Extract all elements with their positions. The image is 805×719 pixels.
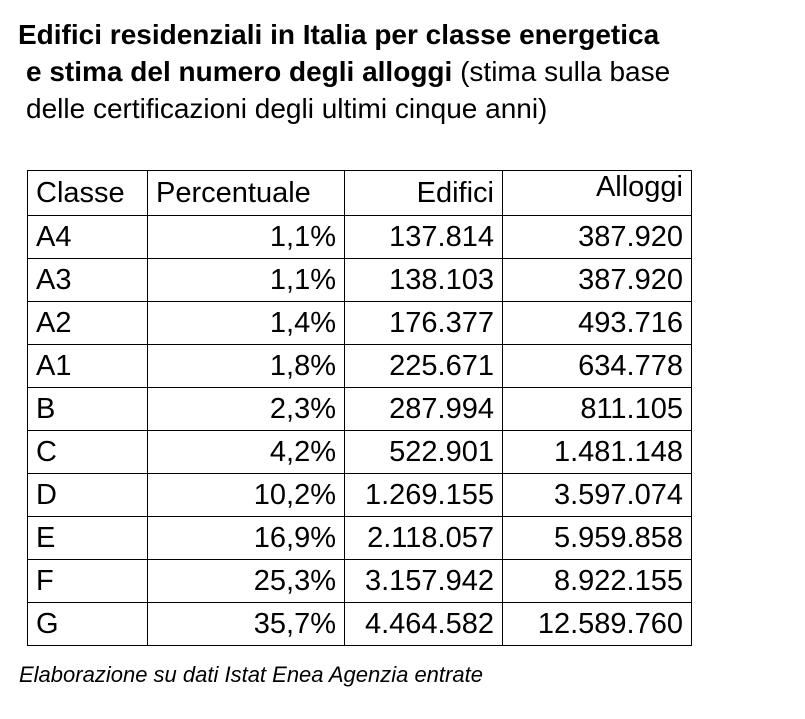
cell-classe: B bbox=[28, 388, 148, 431]
cell-classe: A3 bbox=[28, 259, 148, 302]
header-alloggi: Alloggi bbox=[503, 171, 692, 216]
cell-percentuale: 1,4% bbox=[148, 302, 345, 345]
cell-percentuale: 25,3% bbox=[148, 560, 345, 603]
header-classe: Classe bbox=[28, 171, 148, 216]
cell-edifici: 137.814 bbox=[345, 216, 503, 259]
cell-alloggi: 8.922.155 bbox=[503, 560, 692, 603]
cell-edifici: 138.103 bbox=[345, 259, 503, 302]
cell-alloggi: 634.778 bbox=[503, 345, 692, 388]
cell-alloggi: 12.589.760 bbox=[503, 603, 692, 646]
title-line-2-normal: (stima sulla base bbox=[452, 56, 671, 87]
cell-edifici: 225.671 bbox=[345, 345, 503, 388]
cell-percentuale: 4,2% bbox=[148, 431, 345, 474]
cell-classe: F bbox=[28, 560, 148, 603]
cell-edifici: 3.157.942 bbox=[345, 560, 503, 603]
cell-classe: G bbox=[28, 603, 148, 646]
cell-classe: D bbox=[28, 474, 148, 517]
title-line-3: delle certificazioni degli ultimi cinque anni) bbox=[26, 93, 548, 124]
table-row bbox=[28, 474, 692, 517]
table-row bbox=[28, 302, 692, 345]
energy-class-table-container bbox=[27, 170, 692, 646]
cell-alloggi: 387.920 bbox=[503, 216, 692, 259]
energy-class-table bbox=[27, 170, 692, 646]
table-row bbox=[28, 560, 692, 603]
cell-percentuale: 1,8% bbox=[148, 345, 345, 388]
cell-percentuale: 16,9% bbox=[148, 517, 345, 560]
header-percentuale: Percentuale bbox=[148, 171, 345, 216]
cell-edifici: 2.118.057 bbox=[345, 517, 503, 560]
cell-edifici: 1.269.155 bbox=[345, 474, 503, 517]
cell-edifici: 4.464.582 bbox=[345, 603, 503, 646]
cell-alloggi: 493.716 bbox=[503, 302, 692, 345]
cell-classe: A4 bbox=[28, 216, 148, 259]
table-header-row bbox=[28, 171, 692, 216]
table-row bbox=[28, 388, 692, 431]
cell-classe: A2 bbox=[28, 302, 148, 345]
table-row bbox=[28, 259, 692, 302]
title-line-1: Edifici residenziali in Italia per classe energetica bbox=[18, 19, 660, 50]
cell-percentuale: 10,2% bbox=[148, 474, 345, 517]
cell-classe: C bbox=[28, 431, 148, 474]
cell-alloggi: 387.920 bbox=[503, 259, 692, 302]
cell-percentuale: 2,3% bbox=[148, 388, 345, 431]
cell-percentuale: 35,7% bbox=[148, 603, 345, 646]
table-row bbox=[28, 216, 692, 259]
source-footnote: Elaborazione su dati Istat Enea Agenzia entrate bbox=[19, 662, 483, 687]
header-edifici: Edifici bbox=[345, 171, 503, 216]
table-row bbox=[28, 431, 692, 474]
cell-classe: A1 bbox=[28, 345, 148, 388]
page-title bbox=[18, 16, 798, 127]
title-line-2-bold: e stima del numero degli alloggi bbox=[26, 56, 453, 87]
table-row bbox=[28, 603, 692, 646]
cell-percentuale: 1,1% bbox=[148, 216, 345, 259]
cell-alloggi: 3.597.074 bbox=[503, 474, 692, 517]
cell-classe: E bbox=[28, 517, 148, 560]
cell-percentuale: 1,1% bbox=[148, 259, 345, 302]
cell-alloggi: 811.105 bbox=[503, 388, 692, 431]
cell-edifici: 176.377 bbox=[345, 302, 503, 345]
cell-alloggi: 5.959.858 bbox=[503, 517, 692, 560]
table-row bbox=[28, 517, 692, 560]
table-row bbox=[28, 345, 692, 388]
cell-edifici: 522.901 bbox=[345, 431, 503, 474]
cell-alloggi: 1.481.148 bbox=[503, 431, 692, 474]
cell-edifici: 287.994 bbox=[345, 388, 503, 431]
